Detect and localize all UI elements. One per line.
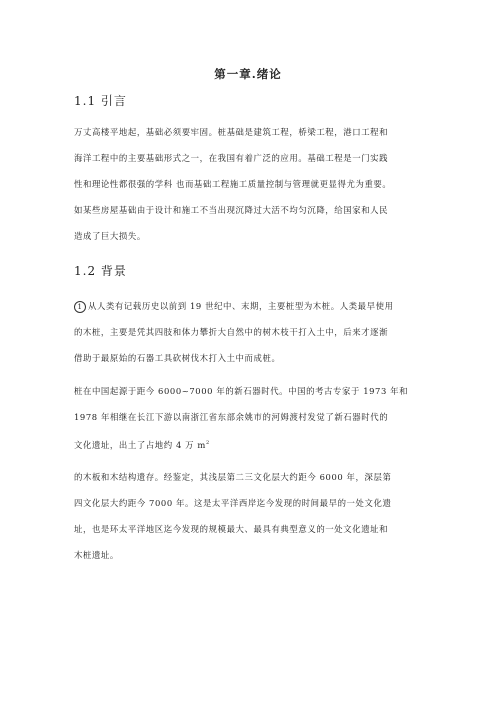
text-line-content: 文化遗址，出土了占地约 4 万 m	[74, 439, 206, 450]
paragraph-background-3	[74, 464, 434, 568]
text-line: 址，也是环太平洋地区迄今发现的规模最大、最具有典型意义的一处文化遗址和	[74, 524, 389, 534]
text-line: 桩在中国起源于距今 6000~7000 年的新石器时代。中国的考古专家于 1973 年和	[74, 386, 409, 396]
text-line: 万丈高楼平地起，基础必须要牢固。桩基础是建筑工程，桥梁工程，港口工程和	[74, 127, 389, 137]
text-line: 木桩遗址。	[74, 550, 119, 560]
text-line: 1978 年相继在长江下游以南浙江省东部余姚市的河姆渡村发觉了新石器时代的	[74, 412, 389, 422]
text-line	[74, 293, 434, 319]
text-line: 性和理论性都很强的学科 也而基础工程施工质量控制与管理就更显得尤为重要。	[74, 179, 392, 189]
section-heading-intro: 1.1 引言	[74, 94, 127, 108]
circled-number-marker: 1	[74, 301, 86, 313]
superscript: 2	[205, 440, 210, 446]
paragraph-background-2	[74, 378, 434, 458]
paragraph-background-1	[74, 293, 434, 371]
section-heading-background: 1.2 背景	[74, 264, 127, 278]
text-line: 借助于最原始的石器工具砍树伐木打入土中而成桩。	[74, 353, 281, 363]
text-line: 的木板和木结构遗存。经鉴定，其浅层第二三文化层大约距今 6000 年，深层第	[74, 472, 392, 482]
text-line: 的木桩，主要是凭其四肢和体力攀折大自然中的树木枝干打入土中，后来才逐渐	[74, 327, 389, 337]
text-line: 四文化层大约距今 7000 年。这是太平洋西岸迄今发现的时间最早的一处文化遗	[74, 498, 392, 508]
text-line: 造成了巨大损失。	[74, 231, 146, 241]
text-line-content: 从人类有记载历史以前到 19 世纪中、末期，主要桩型为木桩。人类最早使用	[88, 301, 394, 311]
text-line: 海洋工程中的主要基础形式之一，在我国有着广泛的应用。基础工程是一门实践	[74, 153, 389, 163]
text-line	[74, 430, 434, 458]
chapter-title: 第一章.绪论	[214, 67, 282, 81]
text-line: 如某些房屋基础由于设计和施工不当出现沉降过大活不均匀沉降，给国家和人民	[74, 205, 389, 215]
paragraph-intro	[74, 119, 434, 249]
